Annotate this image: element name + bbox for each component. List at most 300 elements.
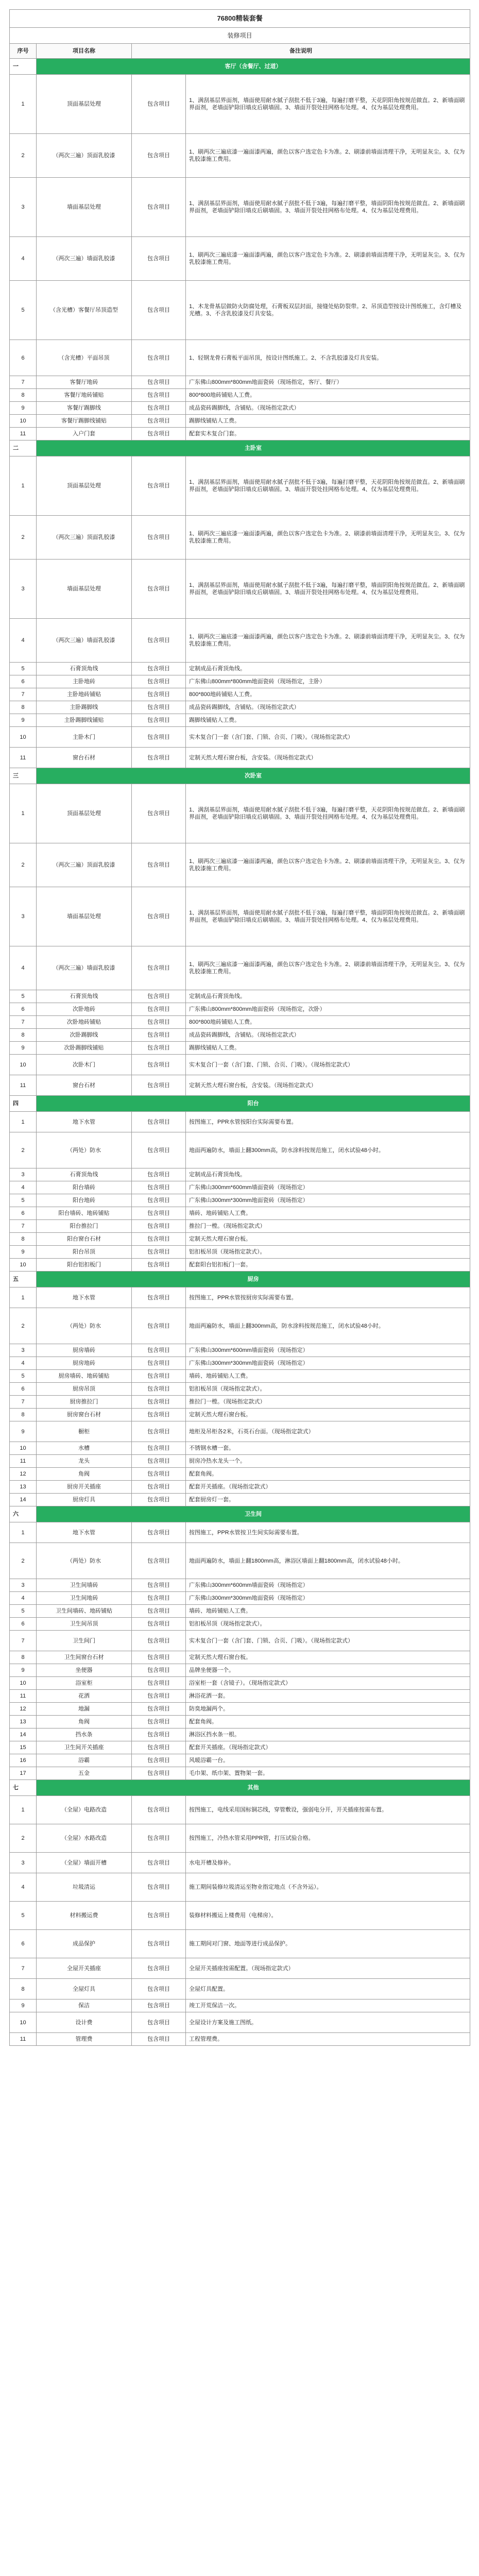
section-number: 四 [10,1096,37,1112]
item-row [10,1930,470,1958]
quote-page [9,9,470,2046]
item-row [10,1767,470,1780]
item-note: 定制成品石膏顶角线。 [186,663,470,675]
item-row [10,281,470,340]
item-row [10,1075,470,1096]
item-row [10,560,470,619]
item-note: 广东佛山300mm*300mm地面瓷砖（现场指定） [186,1357,470,1370]
section-row [10,1272,470,1287]
section-row [10,59,470,75]
item-type: 包含项目 [132,1592,186,1605]
item-type: 包含项目 [132,560,186,619]
item-type: 包含项目 [132,727,186,748]
item-type: 包含项目 [132,1690,186,1703]
item-row [10,1716,470,1728]
item-name: 卫生间开关插座 [37,1741,132,1754]
item-number: 11 [10,1455,37,1468]
item-type: 包含项目 [132,1246,186,1259]
item-number: 16 [10,1754,37,1767]
item-name: 龙头 [37,1455,132,1468]
section-name: 厨房 [37,1272,470,1287]
item-note: 广东佛山800mm*800mm地面瓷砖（现场指定，主卧） [186,675,470,688]
item-type: 包含项目 [132,402,186,415]
item-type: 包含项目 [132,1796,186,1824]
item-name: 地下水管 [37,1112,132,1132]
item-name: 客餐厅踢脚线铺贴 [37,415,132,428]
item-type: 包含项目 [132,1181,186,1194]
item-row [10,1029,470,1042]
item-note: 1、满刮基层界面剂，墙面使用耐水腻子刮批不低于3遍，每遍打磨平整，天花阴阳角按规范做直。2、新墙面刷界面剂，老墙面铲除旧墙皮后刷墙固。3、墙面开裂处挂网格布处理。4、仅为基层处理费用。 [186,784,470,843]
item-name: 设计费 [37,2012,132,2033]
item-number: 1 [10,1287,37,1308]
item-row [10,428,470,440]
item-note: 竣工开荒保洁一次。 [186,1999,470,2012]
item-name: 五金 [37,1767,132,1780]
item-number: 8 [10,1029,37,1042]
item-number: 9 [10,714,37,727]
item-type: 包含项目 [132,1396,186,1409]
item-name: 保洁 [37,1999,132,2012]
item-type: 包含项目 [132,663,186,675]
item-number: 2 [10,134,37,178]
item-number: 3 [10,178,37,237]
item-name: 阳台地砖 [37,1194,132,1207]
item-note: 1、刷两次三遍底漆一遍面漆两遍，颜色以客户选定色卡为准。2、刷漆前墙面清理干净，无明显灰尘。3、仅为乳胶漆施工费用。 [186,946,470,990]
item-type: 包含项目 [132,1370,186,1383]
title-row [10,10,470,28]
item-number: 9 [10,1042,37,1055]
item-row [10,1246,470,1259]
item-name: 厨房吊顶 [37,1383,132,1396]
item-type: 包含项目 [132,1958,186,1979]
item-type: 包含项目 [132,1651,186,1664]
item-number: 2 [10,1308,37,1344]
item-note: 推拉门一樘。（现场指定款式） [186,1396,470,1409]
section-number: 一 [10,59,37,75]
item-note: 800*800地砖铺贴人工费。 [186,389,470,402]
section-row [10,1780,470,1796]
item-note: 按图施工，PPR水管按厨房实际需要布置。 [186,1287,470,1308]
item-number: 6 [10,1930,37,1958]
item-type: 包含项目 [132,1824,186,1853]
item-name: 石膏顶角线 [37,990,132,1003]
item-type: 包含项目 [132,1728,186,1741]
item-type: 包含项目 [132,1494,186,1506]
item-number: 9 [10,402,37,415]
item-number: 11 [10,1075,37,1096]
header-no: 序号 [10,44,37,59]
item-name: 墙面基层处理 [37,887,132,946]
item-row [10,1016,470,1029]
item-name: 阳台推拉门 [37,1220,132,1233]
item-row [10,887,470,946]
item-note: 1、满刮基层界面剂，墙面使用耐水腻子刮批不低于3遍，每遍打磨平整，墙面阴阳角按规范做直。2、新墙面刷界面剂，老墙面铲除旧墙皮后刷墙固。3、墙面开裂处挂网格布处理。4、仅为基层处理费用。 [186,178,470,237]
item-number: 1 [10,1112,37,1132]
section-number: 六 [10,1506,37,1522]
item-name: （两次三遍）顶面乳胶漆 [37,843,132,887]
item-note: 实木复合门一套（含门套、门锁、合页、门吸）。（现场指定款式） [186,727,470,748]
item-note: 成品瓷砖踢脚线，含铺贴。（现场指定款式） [186,1029,470,1042]
item-name: 橱柜 [37,1421,132,1442]
item-row [10,237,470,281]
item-name: （含光槽）客餐厅吊顶造型 [37,281,132,340]
item-number: 14 [10,1728,37,1741]
item-row [10,1494,470,1506]
item-type: 包含项目 [132,1522,186,1543]
item-number: 12 [10,1468,37,1481]
item-type: 包含项目 [132,1481,186,1494]
item-number: 10 [10,1055,37,1075]
item-note: 成品瓷砖踢脚线，含铺贴。（现场指定款式） [186,402,470,415]
item-name: 厨房窗台石材 [37,1409,132,1421]
item-type: 包含项目 [132,1999,186,2012]
item-name: （两次三遍）顶面乳胶漆 [37,134,132,178]
item-type: 包含项目 [132,1930,186,1958]
item-row [10,1383,470,1396]
item-name: 墙面基层处理 [37,560,132,619]
item-note: 配套开关插座。（现场指定款式） [186,1741,470,1754]
item-type: 包含项目 [132,1075,186,1096]
item-type: 包含项目 [132,516,186,560]
item-number: 5 [10,1370,37,1383]
item-note: 配套开关插座。（现场指定款式） [186,1481,470,1494]
item-number: 3 [10,1579,37,1592]
item-name: 阳台墙砖 [37,1181,132,1194]
item-row [10,946,470,990]
item-row [10,1233,470,1246]
item-name: 卫生间地砖 [37,1592,132,1605]
item-number: 1 [10,1796,37,1824]
item-number: 10 [10,727,37,748]
item-name: 挡水条 [37,1728,132,1741]
item-row [10,843,470,887]
item-number: 3 [10,1344,37,1357]
item-type: 包含项目 [132,1220,186,1233]
item-row [10,402,470,415]
item-note: 广东佛山300mm*600mm墙面瓷砖（现场指定） [186,1579,470,1592]
item-name: 地下水管 [37,1287,132,1308]
item-name: （含光槽）平面吊顶 [37,340,132,376]
item-number: 5 [10,1605,37,1618]
item-type: 包含项目 [132,1767,186,1780]
item-type: 包含项目 [132,376,186,389]
item-note: 按图施工，PPR水管按卫生间实际需要布置。 [186,1522,470,1543]
item-number: 1 [10,784,37,843]
item-type: 包含项目 [132,428,186,440]
item-number: 8 [10,1409,37,1421]
item-type: 包含项目 [132,1902,186,1930]
item-note: 踢脚线铺贴人工费。 [186,1042,470,1055]
item-number: 4 [10,1873,37,1902]
section-row [10,1506,470,1522]
item-row [10,456,470,516]
item-name: 全屋灯具 [37,1979,132,1999]
item-name: 次卧踢脚线 [37,1029,132,1042]
item-row [10,1181,470,1194]
item-number: 2 [10,516,37,560]
item-number: 7 [10,1016,37,1029]
item-number: 8 [10,1979,37,1999]
item-row [10,1796,470,1824]
item-name: 次卧木门 [37,1055,132,1075]
item-number: 5 [10,1902,37,1930]
item-type: 包含项目 [132,1132,186,1168]
item-name: （全屋）电路改造 [37,1796,132,1824]
item-name: 厨房灯具 [37,1494,132,1506]
item-note: 风暖浴霸一台。 [186,1754,470,1767]
item-name: 卫生间墙砖、地砖铺贴 [37,1605,132,1618]
item-name: 地漏 [37,1703,132,1716]
section-name: 客厅（含餐厅、过道） [37,59,470,75]
item-number: 11 [10,2033,37,2046]
item-row [10,1168,470,1181]
item-number: 9 [10,1246,37,1259]
item-number: 7 [10,1396,37,1409]
item-note: 铝扣板吊顶（现场指定款式）。 [186,1246,470,1259]
item-row [10,1042,470,1055]
item-type: 包含项目 [132,1442,186,1455]
item-note: 全屋开关插座按需配置。（现场指定款式） [186,1958,470,1979]
item-number: 2 [10,1543,37,1579]
item-number: 5 [10,281,37,340]
item-number: 17 [10,1767,37,1780]
item-note: 水电开槽及修补。 [186,1853,470,1873]
item-row [10,1132,470,1168]
item-note: 防臭地漏两个。 [186,1703,470,1716]
item-note: 厨房冷热水龙头一个。 [186,1455,470,1468]
item-name: 主卧踢脚线 [37,701,132,714]
item-type: 包含项目 [132,675,186,688]
item-row [10,1370,470,1383]
item-name: 卫生间门 [37,1631,132,1651]
item-note: 广东佛山300mm*600mm墙面瓷砖（现场指定） [186,1181,470,1194]
section-name: 卫生间 [37,1506,470,1522]
item-number: 4 [10,619,37,663]
item-number: 6 [10,340,37,376]
section-row [10,440,470,456]
item-note: 广东佛山800mm*800mm地面瓷砖（现场指定，次卧） [186,1003,470,1016]
item-row [10,688,470,701]
page-title: 76800精装套餐 [10,10,470,28]
item-number: 10 [10,2012,37,2033]
item-row [10,178,470,237]
item-row [10,663,470,675]
item-row [10,1543,470,1579]
item-name: （两次三遍）墙面乳胶漆 [37,946,132,990]
item-row [10,1481,470,1494]
item-type: 包含项目 [132,1029,186,1042]
item-number: 7 [10,376,37,389]
item-name: （两处）防水 [37,1132,132,1168]
item-type: 包含项目 [132,1383,186,1396]
item-note: 踢脚线铺贴人工费。 [186,714,470,727]
item-number: 3 [10,887,37,946]
item-name: 成品保护 [37,1930,132,1958]
item-number: 7 [10,1220,37,1233]
item-row [10,1344,470,1357]
item-name: 主卧地砖 [37,675,132,688]
item-row [10,1979,470,1999]
item-type: 包含项目 [132,714,186,727]
quote-table [9,9,470,2046]
item-number: 8 [10,1233,37,1246]
item-name: 客餐厅地砖铺贴 [37,389,132,402]
item-name: 全屋开关插座 [37,1958,132,1979]
item-row [10,990,470,1003]
item-note: 淋浴区挡水条一根。 [186,1728,470,1741]
item-number: 13 [10,1481,37,1494]
item-row [10,1999,470,2012]
item-name: 厨房开关插座 [37,1481,132,1494]
item-name: 主卧地砖铺贴 [37,688,132,701]
item-name: 顶面基层处理 [37,456,132,516]
item-type: 包含项目 [132,1455,186,1468]
item-note: 1、满刮基层界面剂，墙面使用耐水腻子刮批不低于3遍，每遍打磨平整，天花阴阳角按规范做直。2、新墙面刷界面剂，老墙面铲除旧墙皮后刷墙固。3、墙面开裂处挂网格布处理。4、仅为基层处理费用。 [186,75,470,134]
item-type: 包含项目 [132,1233,186,1246]
item-number: 15 [10,1741,37,1754]
item-number: 9 [10,1664,37,1677]
item-row [10,1741,470,1754]
item-number: 11 [10,748,37,768]
item-note: 定制天然大理石窗台板，含安装。（现场指定款式） [186,1075,470,1096]
item-note: 地面两遍防水，墙面上翻300mm高，防水涂料按规范施工，闭水试验48小时。 [186,1132,470,1168]
item-type: 包含项目 [132,1287,186,1308]
item-name: （两次三遍）墙面乳胶漆 [37,619,132,663]
item-type: 包含项目 [132,1741,186,1754]
item-note: 成品瓷砖踢脚线，含铺贴。（现场指定款式） [186,701,470,714]
item-note: 踢脚线铺贴人工费。 [186,415,470,428]
item-row [10,1853,470,1873]
item-note: 浴室柜一套（含镜子）。（现场指定款式） [186,1677,470,1690]
item-row [10,1207,470,1220]
item-type: 包含项目 [132,1421,186,1442]
item-type: 包含项目 [132,178,186,237]
item-name: （全屋）水路改造 [37,1824,132,1853]
item-note: 配套角阀。 [186,1716,470,1728]
item-name: 卫生间吊顶 [37,1618,132,1631]
item-note: 定制成品石膏顶角线。 [186,990,470,1003]
item-note: 毛巾架、纸巾架、置物架一套。 [186,1767,470,1780]
subtitle-row [10,28,470,44]
item-note: 1、满刮基层界面剂，墙面使用耐水腻子刮批不低于3遍，每遍打磨平整，墙面阴阳角按规范做直。2、新墙面刷界面剂，老墙面铲除旧墙皮后刷墙固。3、墙面开裂处挂网格布处理。4、仅为基层处理费用。 [186,560,470,619]
item-note: 实木复合门一套（含门套、门锁、合页、门吸）。（现场指定款式） [186,1631,470,1651]
item-row [10,1631,470,1651]
item-name: 次卧地砖铺贴 [37,1016,132,1029]
item-type: 包含项目 [132,946,186,990]
item-number: 8 [10,1651,37,1664]
item-number: 10 [10,1442,37,1455]
item-row [10,1259,470,1272]
item-type: 包含项目 [132,1259,186,1272]
item-number: 1 [10,1522,37,1543]
item-number: 2 [10,1132,37,1168]
item-type: 包含项目 [132,1543,186,1579]
item-note: 按图施工，电线采用国标铜芯线，穿管敷设，强弱电分开，开关插座按需布置。 [186,1796,470,1824]
item-row [10,1651,470,1664]
item-type: 包含项目 [132,1605,186,1618]
item-row [10,1728,470,1741]
item-type: 包含项目 [132,688,186,701]
item-type: 包含项目 [132,843,186,887]
item-type: 包含项目 [132,1979,186,1999]
item-name: 管理费 [37,2033,132,2046]
item-name: 角阀 [37,1468,132,1481]
item-note: 品牌坐便器一个。 [186,1664,470,1677]
item-name: 窗台石材 [37,748,132,768]
item-number: 4 [10,237,37,281]
item-type: 包含项目 [132,1055,186,1075]
item-row [10,1194,470,1207]
item-name: 阳台墙砖、地砖铺贴 [37,1207,132,1220]
item-note: 铝扣板吊顶（现场指定款式）。 [186,1618,470,1631]
item-row [10,1824,470,1853]
item-note: 1、刷两次三遍底漆一遍面漆两遍，颜色以客户选定色卡为准。2、刷漆前墙面清理干净，无明显灰尘。3、仅为乳胶漆施工费用。 [186,619,470,663]
item-number: 4 [10,946,37,990]
item-row [10,389,470,402]
item-number: 4 [10,1181,37,1194]
item-row [10,1703,470,1716]
item-row [10,1220,470,1233]
item-type: 包含项目 [132,1042,186,1055]
item-type: 包含项目 [132,1194,186,1207]
item-row [10,2033,470,2046]
item-number: 6 [10,1383,37,1396]
section-number: 二 [10,440,37,456]
item-row [10,1754,470,1767]
item-type: 包含项目 [132,389,186,402]
item-note: 广东佛山300mm*600mm墙面瓷砖（现场指定） [186,1344,470,1357]
item-type: 包含项目 [132,1344,186,1357]
item-number: 8 [10,389,37,402]
item-row [10,1690,470,1703]
item-name: 窗台石材 [37,1075,132,1096]
item-type: 包含项目 [132,887,186,946]
item-row [10,701,470,714]
item-type: 包含项目 [132,1207,186,1220]
section-name: 其他 [37,1780,470,1796]
item-type: 包含项目 [132,1409,186,1421]
item-note: 实木复合门一套（含门套、门锁、合页、门吸）。（现场指定款式） [186,1055,470,1075]
item-note: 1、木龙骨基层做防火防腐处理，石膏板双层封面，接缝处贴防裂带。2、吊顶造型按设计图纸施工，含灯槽及光槽。3、不含乳胶漆及灯具安装。 [186,281,470,340]
item-name: 顶面基层处理 [37,784,132,843]
item-type: 包含项目 [132,1631,186,1651]
item-name: 水槽 [37,1442,132,1455]
item-note: 定制天然大理石窗台板。 [186,1409,470,1421]
item-number: 10 [10,1259,37,1272]
item-type: 包含项目 [132,1873,186,1902]
item-type: 包含项目 [132,1579,186,1592]
item-row [10,1958,470,1979]
item-note: 全屋灯具配置。 [186,1979,470,1999]
item-type: 包含项目 [132,1016,186,1029]
item-row [10,1357,470,1370]
item-number: 5 [10,663,37,675]
item-number: 3 [10,560,37,619]
item-number: 2 [10,843,37,887]
item-note: 地面两遍防水，墙面上翻300mm高，防水涂料按规范施工，闭水试验48小时。 [186,1308,470,1344]
item-number: 7 [10,1958,37,1979]
item-type: 包含项目 [132,2012,186,2033]
item-row [10,1003,470,1016]
item-name: 入户门套 [37,428,132,440]
item-name: 地下水管 [37,1522,132,1543]
item-row [10,340,470,376]
item-type: 包含项目 [132,1754,186,1767]
item-row [10,1677,470,1690]
item-name: 主卧踢脚线铺贴 [37,714,132,727]
section-row [10,1096,470,1112]
item-note: 定制天然大理石窗台板，含安装。（现场指定款式） [186,748,470,768]
